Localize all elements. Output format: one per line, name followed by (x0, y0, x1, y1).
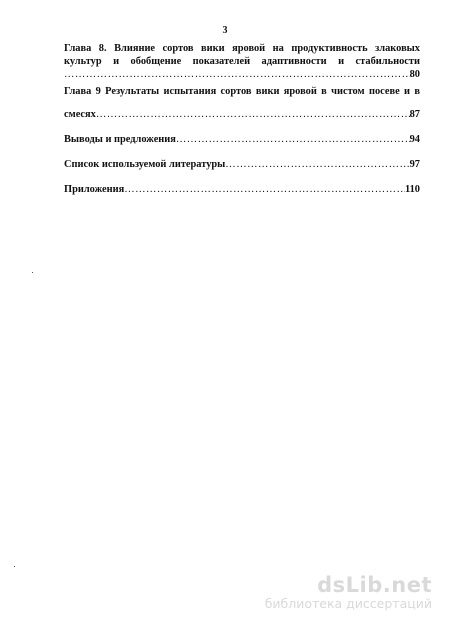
toc-entry-chapter-8[interactable] (64, 42, 420, 81)
watermark (265, 573, 432, 611)
dot-leader (176, 133, 410, 146)
toc-entry-line: смесях (64, 109, 96, 120)
dot-leader (64, 68, 410, 81)
toc-entry-conclusions[interactable] (64, 133, 420, 146)
toc-entry-appendices[interactable] (64, 183, 420, 196)
scan-speck (14, 566, 15, 567)
watermark-brand-prefix: dsLib (317, 573, 383, 597)
toc-entry-title: Выводы и предложения (64, 134, 176, 145)
toc-entry-line: культур и обобщение показателей адаптивности и стабильности (64, 56, 420, 67)
toc-entry-chapter-9[interactable] (64, 85, 420, 121)
scan-speck (32, 272, 33, 273)
dot-leader (96, 108, 410, 121)
toc-page-number: 94 (409, 134, 420, 145)
watermark-brand (265, 573, 432, 597)
toc-page-number: 110 (404, 184, 420, 195)
toc-entry-title: Список используемой литературы (64, 159, 226, 170)
toc-page-number: 87 (409, 109, 420, 120)
watermark-tagline: библиотека диссертаций (264, 596, 432, 611)
dot-leader (124, 183, 405, 196)
page-number: 3 (222, 25, 228, 36)
toc-page-number: 80 (409, 69, 420, 80)
table-of-contents (64, 42, 420, 196)
toc-page-number: 97 (409, 159, 420, 170)
toc-entry-references[interactable] (64, 158, 420, 171)
dot-leader (225, 158, 409, 171)
toc-entry-line: Глава 8. Влияние сортов вики яровой на продуктивность злаковых (64, 43, 420, 54)
watermark-brand-suffix: .net (382, 573, 432, 597)
toc-entry-leader-line (64, 108, 420, 121)
toc-entry-leader-line (64, 68, 420, 81)
toc-entry-line: Глава 9 Результаты испытания сортов вики яровой в чистом посеве и в (64, 86, 420, 97)
toc-entry-title: Приложения (64, 184, 125, 195)
